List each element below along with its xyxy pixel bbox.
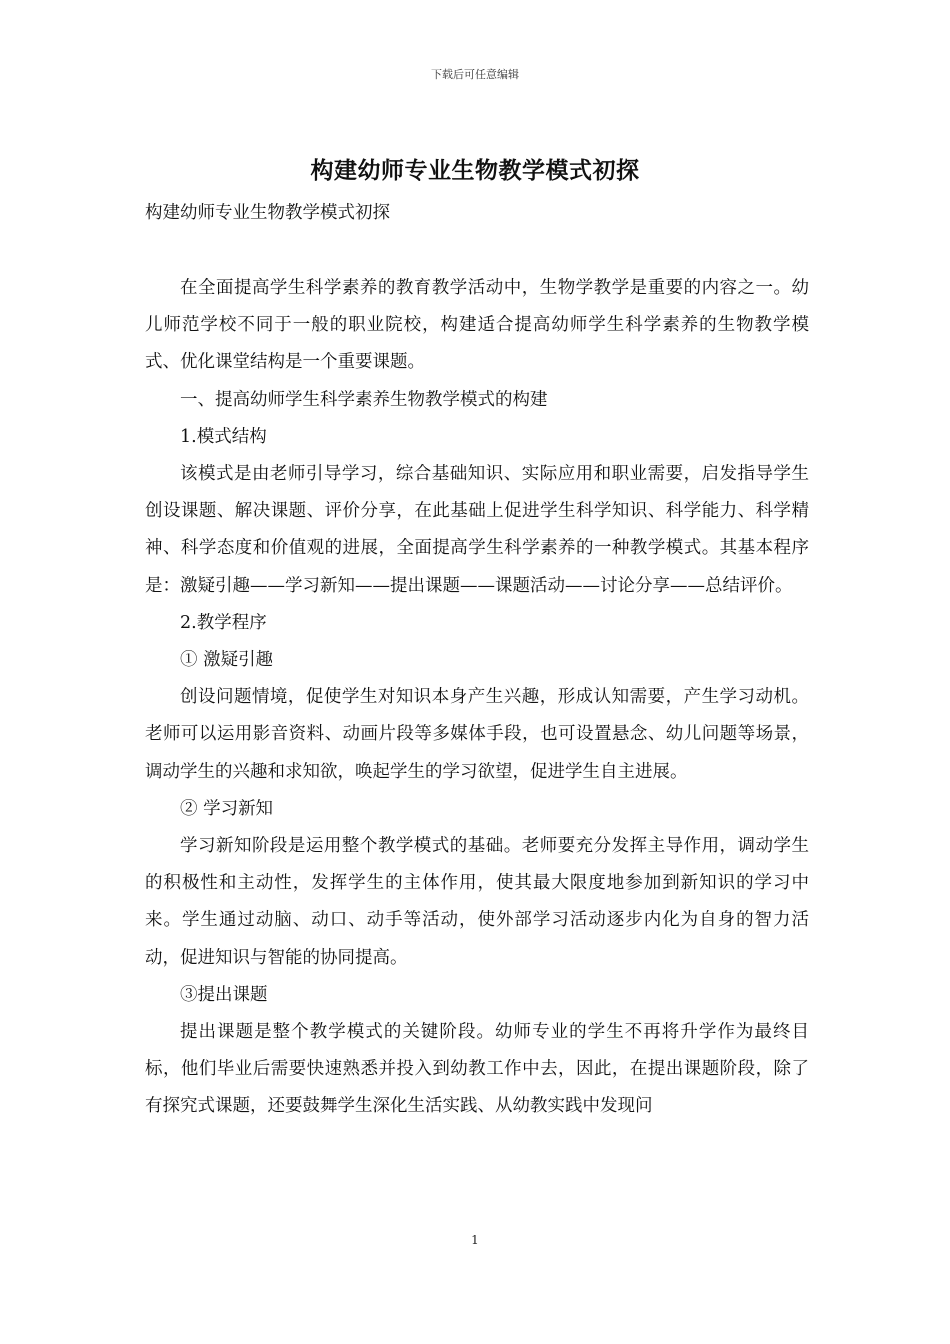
paragraph: 创设问题情境，促使学生对知识本身产生兴趣，形成认知需要，产生学习动机。老师可以运用影音资料、动画片段等多媒体手段，也可设置悬念、幼儿问题等场景，调动学生的兴趣和求知欲，唤起学生的学习欲望，促进学生自主进展。 bbox=[145, 687, 809, 782]
section-heading: 一、提高幼师学生科学素养生物教学模式的构建 bbox=[180, 389, 548, 410]
step-heading: ① 激疑引趣 bbox=[180, 650, 274, 671]
paragraph: 该模式是由老师引导学习，综合基础知识、实际应用和职业需要，启发指导学生创设课题、解决课题、评价分享，在此基础上促进学生科学知识、科学能力、科学精神、科学态度和价值观的进展，全面提高学生科学素养的一种教学模式。其基本程序是：激疑引趣——学习新知——提出课题——课题活动——讨论分享——总结评价。 bbox=[145, 464, 809, 596]
subsection-heading: 2.教学程序 bbox=[180, 612, 267, 633]
page-number: 1 bbox=[471, 1233, 479, 1247]
paragraph-intro: 在全面提高学生科学素养的教育教学活动中，生物学教学是重要的内容之一。幼儿师范学校不同于一般的职业院校，构建适合提高幼师学生科学素养的生物教学模式、优化课堂结构是一个重要课题。 bbox=[145, 278, 809, 373]
document-title: 构建幼师专业生物教学模式初探 bbox=[310, 157, 640, 184]
document-subtitle: 构建幼师专业生物教学模式初探 bbox=[145, 203, 390, 223]
subsection-heading: 1.模式结构 bbox=[180, 426, 267, 447]
paragraph: 提出课题是整个教学模式的关键阶段。幼师专业的学生不再将升学作为最终目标，他们毕业后需要快速熟悉并投入到幼教工作中去，因此，在提出课题阶段，除了有探究式课题，还要鼓舞学生深化生活实践、从幼教实践中发现问 bbox=[145, 1022, 809, 1117]
step-heading: ② 学习新知 bbox=[180, 798, 274, 819]
paragraph: 学习新知阶段是运用整个教学模式的基础。老师要充分发挥主导作用，调动学生的积极性和主动性，发挥学生的主体作用，使其最大限度地参加到新知识的学习中来。学生通过动脑、动口、动手等活动，使外部学习活动逐步内化为自身的智力活动，促进知识与智能的协同提高。 bbox=[145, 836, 809, 968]
document-body bbox=[145, 270, 809, 1126]
step-heading: ③提出课题 bbox=[180, 984, 268, 1005]
page-header: 下载后可任意编辑 bbox=[431, 68, 519, 81]
